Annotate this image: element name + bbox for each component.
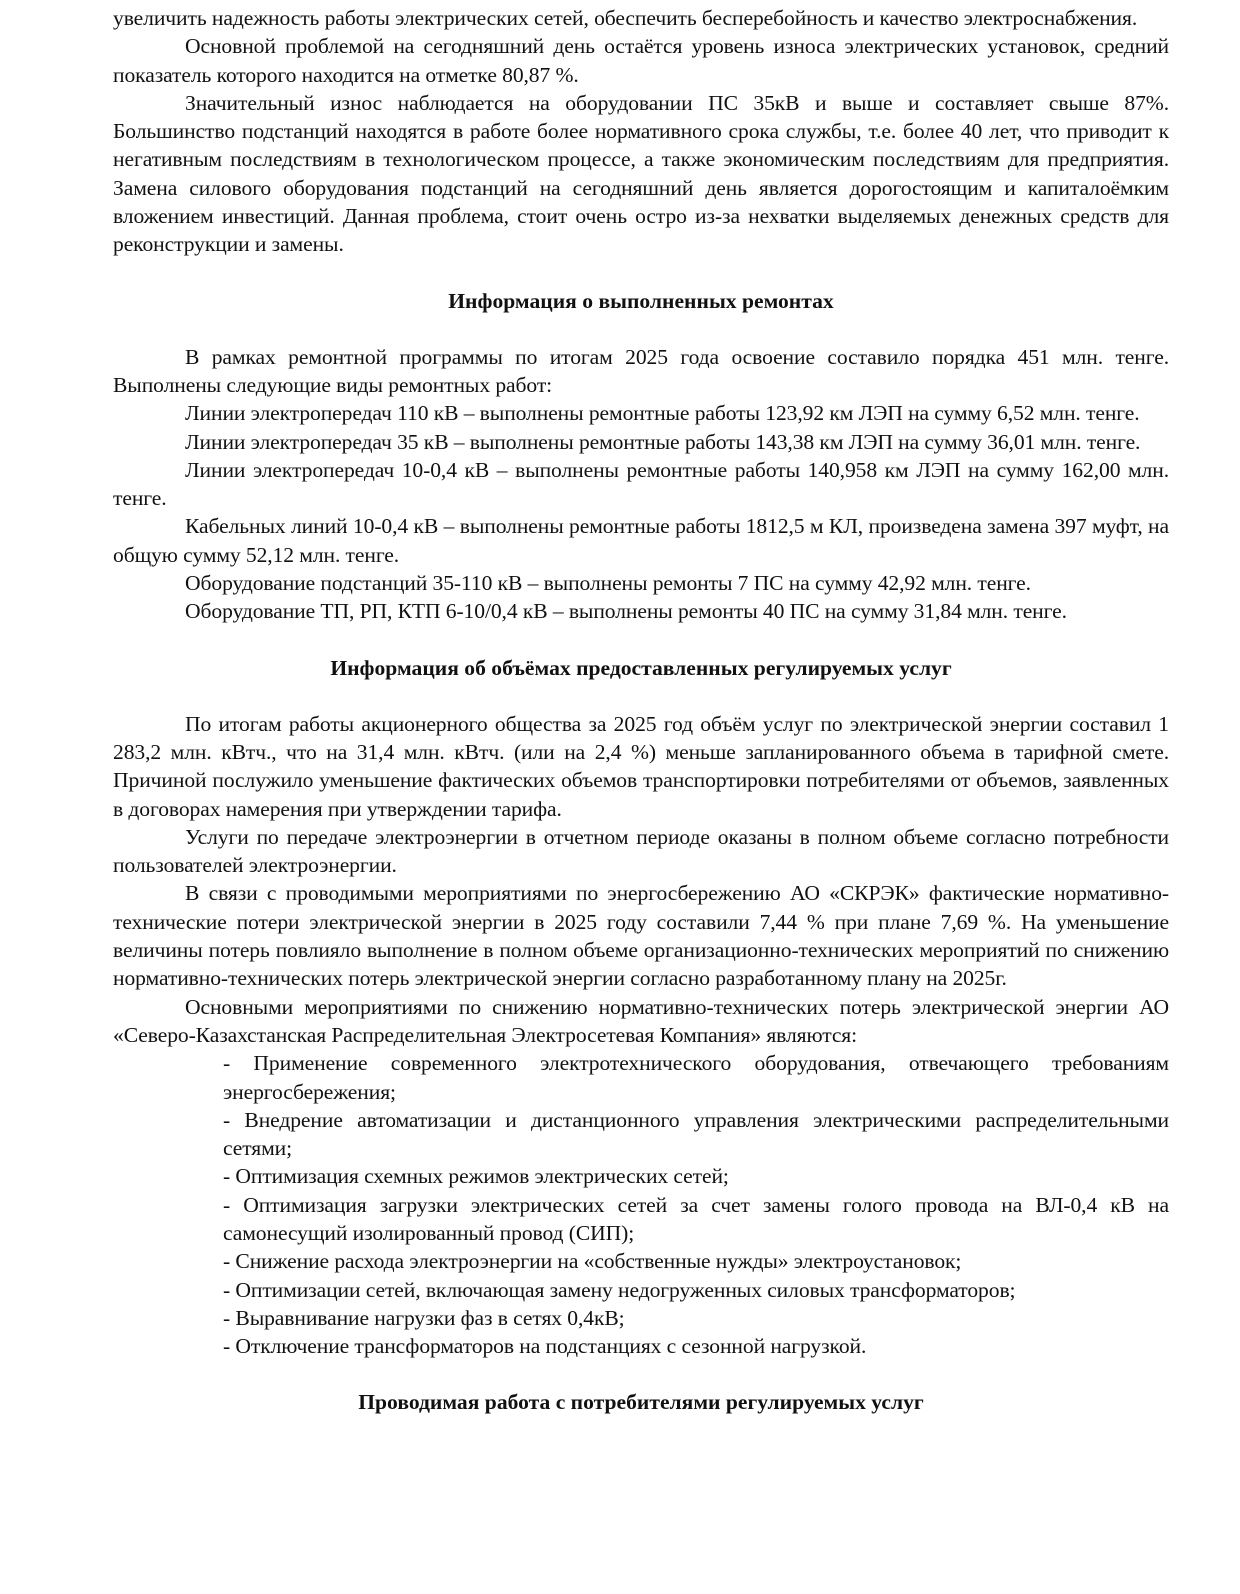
substation-wear-paragraph: Значительный износ наблюдается на оборудовании ПС 35кВ и выше и составляет свыше 87%. Большинство подстанций находятся в работе более нормативного срока службы, т.е. более 40 лет, что приводит к негативным последствиям в технологическом процессе, а также экономическим последствиям для предприятия. Замена силового оборудования подстанций на сегодняшний день является дорогостоящим и капиталоёмким вложением инвестиций. Данная проблема, стоит очень остро из-за нехватки выделяемых денежных средств для реконструкции и замены.	[113, 90, 1169, 257]
measure-item: - Внедрение автоматизации и дистанционного управления электрическими распределительными сетями;	[223, 1107, 1169, 1161]
repairs-summary-paragraph: В рамках ремонтной программы по итогам 2025 года освоение составило порядка 451 млн. тенге. Выполнены следующие виды ремонтных работ:	[113, 344, 1169, 397]
measure-item: - Оптимизация схемных режимов электрических сетей;	[223, 1164, 729, 1189]
repair-item: Кабельных линий 10-0,4 кВ – выполнены ремонтные работы 1812,5 м КЛ, произведена замена 397 муфт, на общую сумму 52,12 млн. тенге.	[113, 514, 1169, 567]
measures-intro-paragraph: Основными мероприятиями по снижению нормативно-технических потерь электрической энергии АО «Северо-Казахстанская Распределительная Электросетевая Компания» являются:	[113, 994, 1169, 1047]
repair-item: Оборудование ТП, РП, КТП 6-10/0,4 кВ – выполнены ремонты 40 ПС на сумму 31,84 млн. тенге.	[185, 599, 1067, 624]
document-page	[113, 4, 1169, 1416]
wear-level-paragraph: Основной проблемой на сегодняшний день остаётся уровень износа электрических установок, средний показатель которого находится на отметке 80,87 %.	[113, 34, 1169, 87]
measure-item: - Оптимизации сетей, включающая замену недогруженных силовых трансформаторов;	[223, 1277, 1016, 1302]
services-volume-paragraph: По итогам работы акционерного общества за 2025 год объём услуг по электрической энергии составил 1 283,2 млн. кВтч., что на 31,4 млн. кВтч. (или на 2,4 %) меньше запланированного объема в тарифной смете. Причиной послужило уменьшение фактических объемов транспортировки потребителями от объемов, заявленных в договорах намерения при утверждении тарифа.	[113, 711, 1169, 821]
repair-item: Линии электропередач 110 кВ – выполнены ремонтные работы 123,92 км ЛЭП на сумму 6,52 млн. тенге.	[185, 401, 1140, 426]
measure-item: - Выравнивание нагрузки фаз в сетях 0,4кВ;	[223, 1305, 625, 1330]
services-section-title: Информация об объёмах предоставленных регулируемых услуг	[330, 655, 952, 680]
repairs-section-title: Информация о выполненных ремонтах	[448, 288, 834, 313]
measure-item: - Применение современного электротехнического оборудования, отвечающего требованиям энергосбережения;	[223, 1051, 1169, 1104]
repair-item: Линии электропередач 35 кВ – выполнены ремонтные работы 143,38 км ЛЭП на сумму 36,01 млн. тенге.	[185, 429, 1141, 454]
repair-item: Линии электропередач 10-0,4 кВ – выполнены ремонтные работы 140,958 км ЛЭП на сумму 162,00 млн. тенге.	[113, 457, 1169, 511]
losses-paragraph: В связи с проводимыми мероприятиями по энергосбережению АО «СКРЭК» фактические нормативно-технические потери электрической энергии в 2025 году составили 7,44 % при плане 7,69 %. На уменьшение величины потерь повлияло выполнение в полном объеме организационно-технических мероприятий по снижению нормативно-технических потерь электрической энергии согласно разработанному плану на 2025г.	[113, 881, 1169, 991]
measure-item: - Оптимизация загрузки электрических сетей за счет замены голого провода на ВЛ-0,4 кВ на самонесущий изолированный провод (СИП);	[223, 1192, 1169, 1245]
measure-item: - Снижение расхода электроэнергии на «собственные нужды» электроустановок;	[223, 1249, 962, 1274]
intro-continuation: увеличить надежность работы электрических сетей, обеспечить бесперебойность и качество электроснабжения.	[113, 6, 1138, 30]
measures-list	[113, 1049, 1169, 1360]
repair-item: Оборудование подстанций 35-110 кВ – выполнены ремонты 7 ПС на сумму 42,92 млн. тенге.	[185, 571, 1031, 596]
services-delivery-paragraph: Услуги по передаче электроэнергии в отчетном периоде оказаны в полном объеме согласно потребности пользователей электроэнергии.	[113, 824, 1169, 878]
consumers-section-title: Проводимая работа с потребителями регулируемых услуг	[358, 1390, 924, 1415]
measure-item: - Отключение трансформаторов на подстанциях с сезонной нагрузкой.	[223, 1334, 867, 1359]
